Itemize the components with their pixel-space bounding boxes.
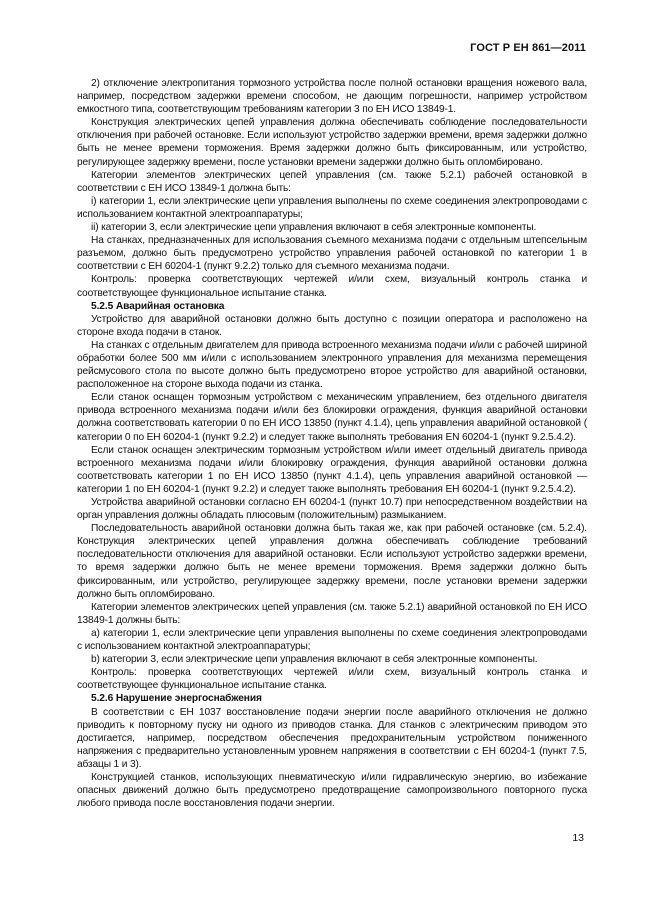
standard-header: ГОСТ Р ЕН 861—2011 xyxy=(470,42,586,54)
section-heading: 5.2.5 Аварийная остановка xyxy=(91,300,225,312)
paragraph: Если станок оснащен электрическим тормозным устройством и/или имеет отдельный двигатель привода встроенного механизма подачи и/или блокировку ограждения, функция аварийной остановки должна соответствовать категории 1 по ЕН ИСО 13850 (пункт 4.1.4), цепь управления аварийной остановкой — категории 1 по ЕН 60204-1 (пункт 9.2.2) и следует также выполнять требования ЕН 60204-1 (пункт 9.2.5.4.2). xyxy=(77,444,587,495)
paragraph: На станках с отдельным двигателем для привода встроенного механизма подачи и/или с рабочей шириной обработки более 500 мм и/или с использованием электронного управления для механизма перемещения рейсмусового стола по высоте должно быть предусмотрено второе устройство для аварийной остановки, расположенное на стороне выхода подачи из станка. xyxy=(77,339,587,391)
paragraph: Устройство для аварийной остановки должно быть доступно с позиции оператора и расположено на стороне входа подачи в станок. xyxy=(77,313,587,338)
paragraph: В соответствии с ЕН 1037 восстановление подачи энергии после аварийного отключения не должно приводить к повторному пуску ни одного из приводов станка. Для станков с электрическим приводом это достигается, например, посредством обеспечения предохранительным устройством пониженного напряжения с предварительно установленным уровнем напряжения в соответствии с ЕН 60204-1 (пункт 7.5, абзацы 1 и 3). xyxy=(77,706,587,770)
paragraph: Категории элементов электрических цепей управления (см. также 5.2.1) рабочей остановкой в соответствии с ЕН ИСО 13849-1 должна быть: xyxy=(77,169,587,194)
page-number: 13 xyxy=(572,832,584,844)
paragraph: На станках, предназначенных для использования съемного механизма подачи с отдельным штепсельным разъемом, должно быть предусмотрено устройство управления рабочей остановкой по категории 1 в соответствии с ЕН 60204-1 (пункт 9.2.2) только для съемного механизма подачи. xyxy=(77,235,587,273)
paragraph: 2) отключение электропитания тормозного устройства после полной остановки вращения ножевого вала, например, посредством задержки времени способом, не дающим погрешности, например устройством емкостного типа, соответствующим требованиям категории 3 по ЕН ИСО 13849-1. xyxy=(77,78,587,116)
paragraph: Если станок оснащен тормозным устройством с механическим управлением, без отдельного двигателя привода встроенного механизма подачи и/или без блокировки ограждения, функция аварийной остановки должна соответствовать категории 0 по ЕН ИСО 13850 (пункт 4.1.4), цепь управления аварийной остановкой ( категории 0 по ЕН 60204-1 (пункт 9.2.2) и следует также выполнять требования EN 60204-1 (пункт 9.2.5.4.2). xyxy=(77,392,587,443)
paragraph: Последовательность аварийной остановки должна быть такая же, как при рабочей остановке (см. 5.2.4). Конструкция электрических цепей управления должна обеспечивать соблюдение требований последовательности отключения для аварийной остановки. Если используют устройство задержки времени, то время задержки должно быть не менее времени торможения. Время задержки должно быть фиксированным, или устройство, регулирующее задержку времени, после установки времени задержки должно быть опломбировано. xyxy=(77,523,587,600)
paragraph: i) категории 1, если электрические цепи управления выполнены по схеме соединения электропроводами с использованием контактной электроаппаратуры; xyxy=(77,195,587,220)
paragraph: a) категории 1, если электрические цепи управления выполнены по схеме соединения электропроводами с использованием контактной электроаппаратуры; xyxy=(77,627,587,653)
paragraph: Конструкция электрических цепей управления должна обеспечивать соблюдение последовательности отключения при рабочей остановке. Если используют устройство задержки времени, время задержки должно быть не менее времени торможения. Время задержки должно быть фиксированным, или устройство, регулирующее задержку времени, после установки времени задержки должно быть опломбировано. xyxy=(77,117,587,168)
section-heading: 5.2.6 Нарушение энергоснабжения xyxy=(91,693,262,705)
paragraph: Устройства аварийной остановки согласно ЕН 60204-1 (пункт 10.7) при непосредственном воздействии на орган управления должны обладать плюсовым (положительным) размыканием. xyxy=(77,497,587,522)
paragraph: Конструкцией станков, использующих пневматическую и/или гидравлическую энергию, во избежание опасных движений должно быть предусмотрено предотвращение самопроизвольного повторного пуска любого привода после восстановления подачи энергии. xyxy=(77,771,587,810)
paragraph: Контроль: проверка соответствующих чертежей и/или схем, визуальный контроль станка и соответствующее функциональное испытание станка. xyxy=(77,274,587,299)
paragraph: Контроль: проверка соответствующих чертежей и/или схем, визуальный контроль станка и соответствующее функциональное испытание станка. xyxy=(77,667,587,692)
paragraph: ii) категории 3, если электрические цепи управления включают в себя электронные компоненты. xyxy=(91,222,537,234)
body-text xyxy=(77,77,587,810)
paragraph: b) категории 3, если электрические цепи управления включают в себя электронные компоненты. xyxy=(91,654,538,666)
paragraph: Категории элементов электрических цепей управления (см. также 5.2.1) аварийной остановкой по ЕН ИСО 13849-1 должны быть: xyxy=(77,601,587,626)
